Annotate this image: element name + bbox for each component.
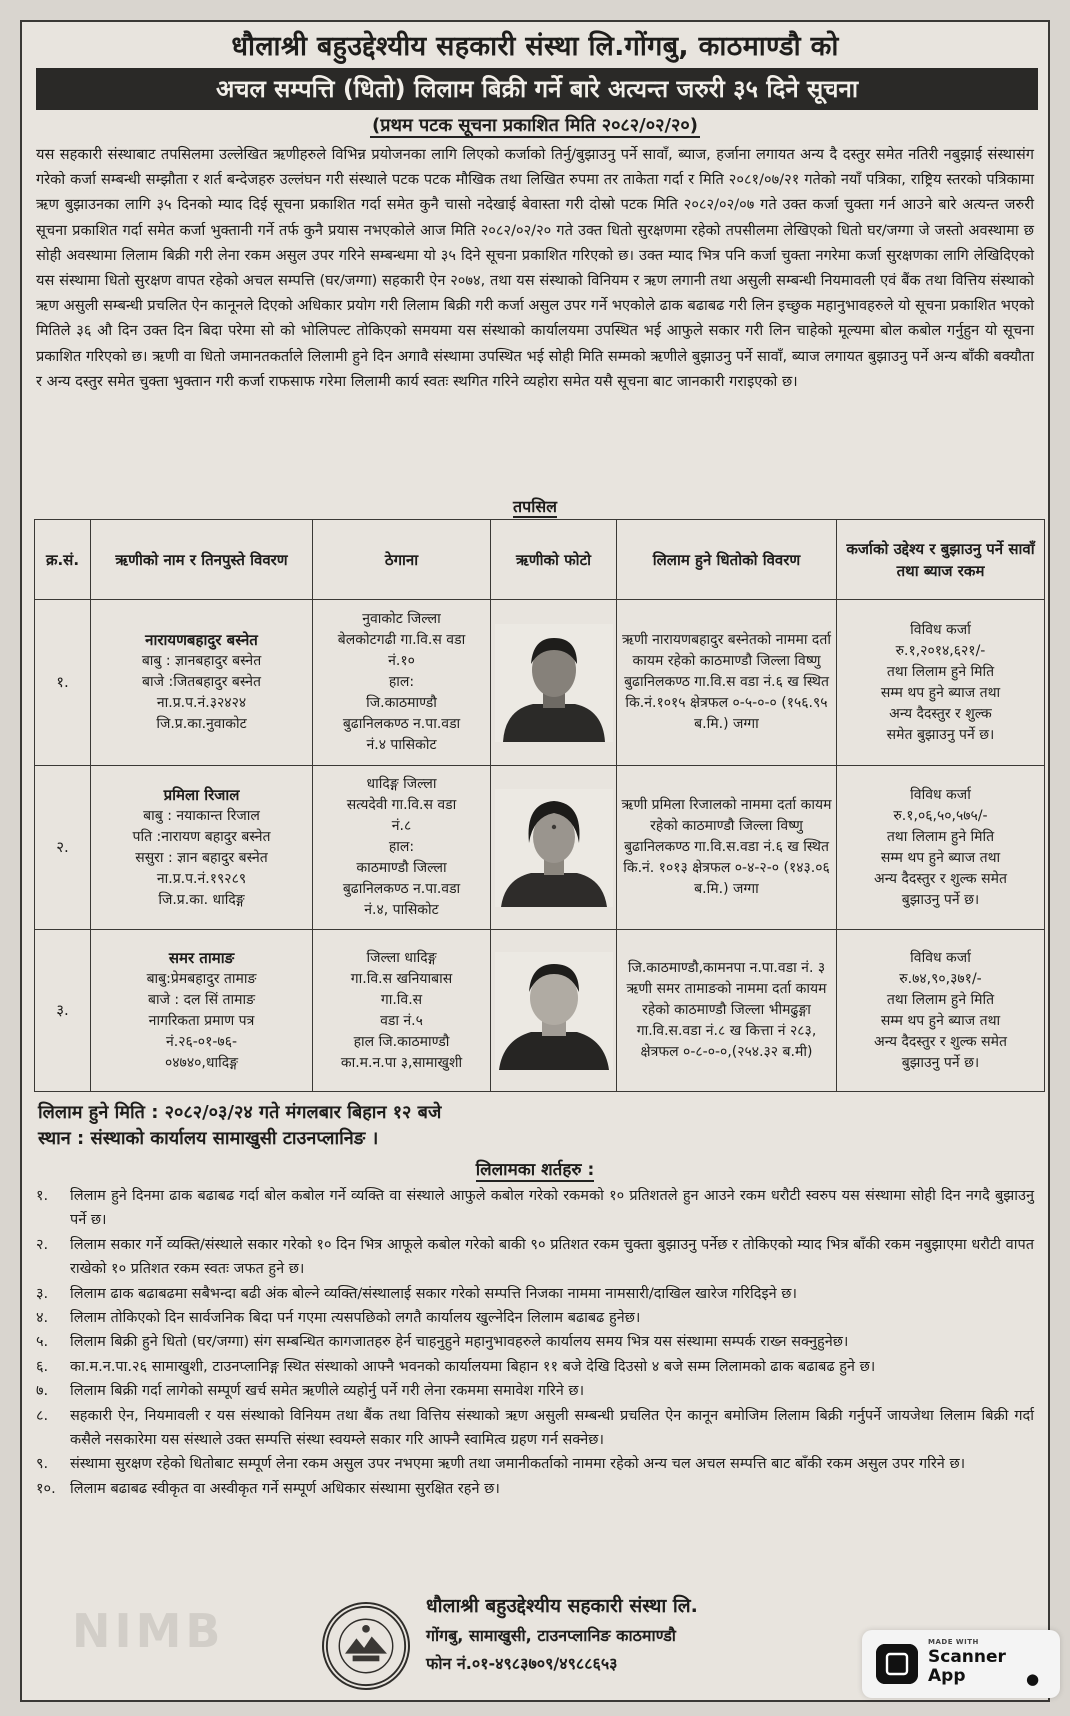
borrower-table	[34, 519, 1045, 1092]
list-item	[36, 1379, 1034, 1403]
borrower-photo	[495, 624, 613, 742]
collateral-details: ऋणी नारायणबहादुर बस्नेतको नाममा दर्ता कायम रहेको काठमाण्डौ जिल्ला विष्णु बुढानिलकण्ठ गा.वि.स वडा नं.६ ख स्थित कि.नं.१०१५ क्षेत्रफल ०-५-०-० (१५६.९५ ब.मि.) जग्गा	[617, 600, 837, 766]
family-line: जि.प्र.का.नुवाकोट	[156, 716, 247, 732]
scanner-app-name	[928, 1648, 1006, 1686]
tapasil-heading	[32, 495, 1038, 519]
loan-details	[837, 766, 1045, 930]
borrower-name: समर तामाङ	[168, 948, 235, 967]
loan-line: अन्य दैदस्तुर र शुल्क	[889, 705, 992, 722]
row-sn: २.	[35, 766, 91, 930]
address-line: नं.१०	[388, 653, 415, 669]
term-text: सहकारी ऐन, नियमावली र यस संस्थाको विनियम तथा बैंक तथा वित्तिय संस्थाको ऋण असुली सम्बन्धी प्रचलित ऐन कानून बमोजिम लिलाम बिक्री गर्नुपर्ने जायजेथा लिलाम बिक्री गर्दा कसैले नसकारेमा यस संस्थाले उक्त सम्पत्ति संस्था स्वयम्ले सकार गरि आफ्नै स्वामित्व ग्रहण गर्न सक्नेछ।	[70, 1407, 1034, 1449]
family-line: ०४७४०,धादिङ्ग	[164, 1054, 238, 1071]
borrower-photo	[495, 952, 613, 1070]
footer-address: गोंगबु, सामाखुसी, टाउनप्लानिङ काठमाण्डौ	[426, 1626, 676, 1645]
borrower-photo	[495, 789, 613, 907]
borrower-details	[91, 930, 313, 1092]
loan-line: विविध कर्जा	[910, 621, 971, 638]
family-line: बाजे : दल सिं तामाङ	[147, 991, 256, 1008]
address-line: धादिङ्ग जिल्ला	[366, 776, 437, 792]
list-item	[36, 1355, 1034, 1379]
address-line: का.म.न.पा ३,सामाखुशी	[340, 1054, 463, 1071]
address-line: हाल:	[388, 674, 415, 690]
row-sn: ३.	[35, 930, 91, 1092]
loan-line: सम्म थप हुने ब्याज तथा	[880, 684, 1001, 701]
list-item	[36, 1404, 1034, 1453]
address-line: वडा नं.५	[380, 1012, 423, 1029]
collateral-details: ऋणी प्रमिला रिजालको नाममा दर्ता कायम रहेको काठमाण्डौ जिल्ला विष्णु बुढानिलकण्ठ गा.वि.स.वडा नं.६ ख स्थित कि.नं. १०१३ क्षेत्रफल ०-४-२-० (१४३.०६ ब.मि.) जग्गा	[617, 766, 837, 930]
address-line: नं.४ पासिकोट	[366, 737, 437, 753]
loan-line: विविध कर्जा	[910, 786, 971, 803]
notice-banner: अचल सम्पत्ति (धितो) लिलाम बिक्री गर्ने बारे अत्यन्त जरुरी ३५ दिने सूचना	[36, 68, 1038, 110]
family-line: बाबु : नयाकान्त रिजाल	[143, 807, 260, 824]
terms-list	[32, 1184, 1038, 1501]
address-line: बेलकोटगढी गा.वि.स वडा	[337, 632, 466, 648]
family-line: बाबु : ज्ञानबहादुर बस्नेत	[141, 653, 262, 669]
term-number: २.	[36, 1236, 49, 1253]
list-item	[36, 1282, 1034, 1306]
tapasil-label: तपसिल	[512, 497, 558, 516]
term-text: लिलाम ढाक बढाबढमा सबैभन्दा बढी अंक बोल्ने व्यक्ति/संस्थालाई सकार गरेको सम्पत्ति निजका नाममा नामसारी/दाखिल खारेज गरिदिइने छ।	[70, 1285, 797, 1302]
organization-seal-icon	[322, 1602, 410, 1690]
family-line: बाबु:प्रेमबहादुर तामाङ	[146, 970, 257, 987]
loan-line: तथा लिलाम हुने मिति	[886, 828, 995, 845]
borrower-details	[91, 766, 313, 930]
borrower-name: नारायणबहादुर बस्नेत	[145, 631, 258, 649]
address-line: बुढानिलकण्ठ न.पा.वडा	[342, 716, 461, 732]
loan-line: विविध कर्जा	[910, 949, 971, 966]
footer-org-name: धौलाश्री बहुउद्देश्यीय सहकारी संस्था लि.	[426, 1595, 698, 1617]
family-line: नागरिकता प्रमाण पत्र	[148, 1012, 255, 1029]
notice-title: धौलाश्री बहुउद्देश्यीय सहकारी संस्था लि.गोंगबु, काठमाण्डौ को	[231, 31, 839, 62]
scanner-app-badge	[862, 1630, 1060, 1698]
term-text: लिलाम तोकिएको दिन सार्वजनिक बिदा पर्न गएमा त्यसपछिको लगतै कार्यालय खुल्नेदिन लिलाम बढाबढ हुनेछ।	[70, 1310, 641, 1327]
address-line: काठमाण्डौ जिल्ला	[356, 860, 447, 876]
loan-line: बुझाउनु पर्ने छ।	[901, 1054, 980, 1071]
collateral-details: जि.काठमाण्डौ,कामनपा न.पा.वडा नं. ३ ऋणी समर तामाङको नाममा दर्ता कायम रहेको काठमाण्डौ जिल्ला भीमढुङ्गा गा.वि.स.वडा नं.८ ख कित्ता नं २८३, क्षेत्रफल ०-८-०-०,(२५४.३२ ब.मी)	[617, 930, 837, 1092]
loan-details	[837, 600, 1045, 766]
app-name-line: Scanner	[928, 1647, 1006, 1667]
family-line: ना.प्र.प.नं.३२४२४	[156, 695, 247, 711]
address-line: हाल जि.काठमाण्डौ	[353, 1033, 450, 1050]
loan-line: बुझाउनु पर्ने छ।	[901, 891, 980, 908]
footer-text-block	[426, 1590, 698, 1678]
loan-line: रु.१,०६,५०,५७५/-	[893, 807, 988, 824]
borrower-photo-cell	[491, 766, 617, 930]
borrower-photo-cell	[491, 600, 617, 766]
borrower-address	[313, 600, 491, 766]
list-item	[36, 1184, 1034, 1233]
auction-place: स्थान : संस्थाको कार्यालय सामाखुसी टाउनप्लानिङ ।	[38, 1128, 379, 1149]
col-header-photo: ऋणीको फोटो	[491, 520, 617, 600]
list-item	[36, 1330, 1034, 1354]
family-line: बाजे :जितबहादुर बस्नेत	[142, 674, 261, 690]
borrower-address	[313, 766, 491, 930]
terms-title: लिलामका शर्तहरु :	[475, 1160, 595, 1180]
loan-line: रु.१,२०१४,६२१/-	[895, 642, 986, 659]
table-row	[35, 930, 1045, 1092]
family-line: पति :नारायण बहादुर बस्नेत	[132, 828, 271, 845]
terms-heading	[32, 1156, 1038, 1184]
borrower-name: प्रमिला रिजाल	[163, 785, 240, 804]
footer-phone: फोन नं.०१-४९८३७०९/४९८८६५३	[426, 1654, 618, 1673]
col-header-name: ऋणीको नाम र तिनपुस्ते विवरण	[91, 520, 313, 600]
term-number: ७.	[36, 1383, 49, 1400]
table-row	[35, 600, 1045, 766]
list-item	[36, 1477, 1034, 1501]
notice-paper	[20, 20, 1050, 1702]
term-text: लिलाम बढाबढ स्वीकृत वा अस्वीकृत गर्ने सम्पूर्ण अधिकार संस्थामा सुरक्षित रहने छ।	[70, 1480, 500, 1497]
loan-line: तथा लिलाम हुने मिति	[886, 663, 995, 680]
loan-line: रु.७४,९०,३७१/-	[899, 970, 982, 987]
term-text: संस्थामा सुरक्षण रहेको धितोबाट सम्पूर्ण लेना रकम असुल उपर नभएमा ऋणी तथा जमानीकर्ताको नाममा रहेको अन्य चल अचल सम्पत्ति बाट बाँकी रकम असुल उपर गरिने छ।	[70, 1456, 966, 1473]
family-line: नं.२६-०१-७६-	[165, 1033, 238, 1050]
address-line: हाल:	[388, 839, 415, 855]
list-item	[36, 1233, 1034, 1282]
term-number: ५.	[36, 1334, 49, 1351]
col-header-sn: क्र.सं.	[35, 520, 91, 600]
row-sn: १.	[35, 600, 91, 766]
term-text: लिलाम बिक्री गर्दा लागेको सम्पूर्ण खर्च समेत ऋणीले व्यहोर्नु पर्ने गरी लेना रकममा समावेश गरिने छ।	[70, 1383, 585, 1400]
address-line: जि.काठमाण्डौ	[366, 695, 437, 711]
address-line: सत्यदेवी गा.वि.स वडा	[346, 797, 457, 813]
scanner-app-icon	[876, 1644, 918, 1684]
list-item	[36, 1452, 1034, 1476]
term-number: ४.	[36, 1310, 49, 1327]
loan-line: तथा लिलाम हुने मिति	[886, 991, 995, 1008]
col-header-address: ठेगाना	[313, 520, 491, 600]
address-line: जिल्ला धादिङ्ग	[366, 949, 437, 966]
col-header-loan: कर्जाको उद्देश्य र बुझाउनु पर्ने सावाँ तथा ब्याज रकम	[837, 520, 1045, 600]
notice-body: यस सहकारी संस्थाबाट तपसिलमा उल्लेखित ऋणीहरुले विभिन्न प्रयोजनका लागि लिएको कर्जाको तिर्नु/बुझाउनु पर्ने सावाँ, ब्याज, हर्जाना लगायत अन्य दै दस्तुर समेत नतिरी नबुझाई संस्थासंग गरेको कर्जा सम्बन्धी सम्झौता र शर्त बन्देजहरु उल्लंघन गरी संस्थाले पटक पटक मौखिक तथा लिखित रुपमा तर ताकेता गर्दा र मिति २०८१/०७/२१ गतेको नयाँ पत्रिका, राष्ट्रिय स्तरको पत्रिकामा ऋण बुझाउनका लागि ३५ दिनको म्याद दिई सूचना प्रकाशित गर्दा समेत कुनै चासो नदेखाई बेवास्ता गरी दोस्रो पटक मिति २०८२/०२/०७ गते उक्त कर्जा चुक्ता गर्न आउने बारे अत्यन्त जरुरी सूचना प्रकाशित गर्दा समेत कर्जा भुक्तानी गर्ने तर्फ कुनै प्रयास नभएकोले आज मिति २०८२/०२/२० गते उक्त धितो सुरक्षणमा रहेको तपसीलमा लेखिएको धितो घर/जग्गा जे जस्तो अवस्थामा छ सोही अवस्थामा लिलाम बिक्री गरी लेना रकम असुल उपर गरिने सम्बन्धमा यो ३५ दिने सूचना प्रकाशित गरिएको छ। उक्त म्याद भित्र पनि कर्जा चुक्ता नगरेमा कर्जा सुरक्षणका लागि लेखिदिएको यस संस्थामा धितो सुरक्षण वापत रहेको अचल सम्पत्ति (घर/जग्गा) सहकारी ऐन २०७४, तथा यस संस्थाको विनियम र ऋण लगानी तथा असुली सम्बन्धी नियमावली एवं बैंक तथा वित्तिय संस्थाको ऋण असुली सम्बन्धी प्रचलित ऐन कानूनले दिएको अधिकार प्रयोग गरी लिलाम बिक्री गरी कर्जा असुल उपर गर्ने भएकोले ढाक बढाबढ गरी लिन इच्छुक महानुभावहरुले यो सूचना प्रकाशित भएको मितिले ३६ औ दिन उक्त दिन बिदा परेमा सो को भोलिपल्ट तोकिएको समयमा यस संस्थाको कार्यालयमा उपस्थित भई आफुले सकार गरी लिन चाहेको मूल्यमा बोल कबोल गर्नुहुन यो सूचना प्रकाशित गरिएको छ। ऋणी वा धितो जमानतकर्ताले लिलामी हुने दिन अगावै संस्थामा उपस्थित भई सोही मिति सम्मको ऋणीले बुझाउनु पर्ने सावाँ, ब्याज लगायत बुझाउनु पर्ने अन्य बाँकी बक्यौता र अन्य दस्तुर समेत चुक्ता भुक्तान गरी कर्जा राफसाफ गरेमा लिलामी कार्य स्वतः स्थगित गरिने व्यहोरा समेत यसै सूचना बाट जानकारी गराइएको छ।	[36, 146, 1034, 390]
loan-line: समेत बुझाउनु पर्ने छ।	[886, 726, 995, 743]
table-header-row	[35, 520, 1045, 600]
table-row	[35, 766, 1045, 930]
loan-line: अन्य दैदस्तुर र शुल्क समेत	[874, 1033, 1007, 1050]
app-name-line: App	[928, 1666, 966, 1686]
subtitle-text: (प्रथम पटक सूचना प्रकाशित मिति २०८२/०२/२०)	[372, 115, 698, 136]
address-line: नुवाकोट जिल्ला	[362, 611, 441, 627]
loan-details	[837, 930, 1045, 1092]
loan-line: अन्य दैदस्तुर र शुल्क समेत	[874, 870, 1007, 887]
term-number: ८.	[36, 1407, 49, 1424]
borrower-details	[91, 600, 313, 766]
family-line: ना.प्र.प.नं.१९२८९	[156, 870, 247, 887]
term-text: लिलाम सकार गर्ने व्यक्ति/संस्थाले सकार गरेको १० दिन भित्र आफूले कबोल गरेको बाकी ९० प्रतिशत रकम चुक्ता बुझाउनु पर्नेछ र तोकिएको म्याद भित्र बाँकी रकम नबुझाएमा धरौटी वापत राखेको १० प्रतिशत रकम स्वतः जफत हुने छ।	[70, 1236, 1034, 1278]
bleed-through-watermark: NIMB	[72, 1604, 225, 1658]
loan-line: सम्म थप हुने ब्याज तथा	[880, 1012, 1001, 1029]
term-number: ६.	[36, 1358, 49, 1375]
term-number: १०.	[36, 1480, 56, 1497]
borrower-address	[313, 930, 491, 1092]
address-line: गा.वि.स खनियाबास	[350, 970, 453, 987]
apple-icon: ●	[1026, 1670, 1040, 1688]
loan-line: सम्म थप हुने ब्याज तथा	[880, 849, 1001, 866]
term-text: लिलाम हुने दिनमा ढाक बढाबढ गर्दा बोल कबोल गर्ने व्यक्ति वा संस्थाले आफुले कबोल गरेको रकमको १० प्रतिशतले हुन आउने रकम धरौटी स्वरुप यस संस्थामा सोही दिन नगदै बुझाउनु पर्ने छ।	[70, 1188, 1034, 1229]
address-line: नं.८	[391, 818, 412, 834]
term-text: लिलाम बिक्री हुने धितो (घर/जग्गा) संग सम्बन्धित कागजातहरु हेर्न चाहनुहुने महानुभावहरुले कार्यालय समय भित्र यस संस्थामा सम्पर्क राख्न सक्नुहुनेछ।	[70, 1334, 849, 1351]
notice-subtitle	[32, 112, 1038, 142]
list-item	[36, 1306, 1034, 1330]
family-line: ससुरा : ज्ञान बहादुर बस्नेत	[135, 849, 268, 866]
address-line: नं.४, पासिकोट	[364, 902, 439, 918]
term-text: का.म.न.पा.२६ सामाखुशी, टाउनप्लानिङ्ग स्थित संस्थाको आफ्नै भवनको कार्यालयमा बिहान ११ बजे देखि दिउसो ४ बजे सम्म लिलामको ढाक बढाबढ हुने छ।	[70, 1358, 876, 1375]
address-line: गा.वि.स	[380, 991, 423, 1008]
term-number: ३.	[36, 1285, 49, 1302]
auction-date: लिलाम हुने मिति : २०८२/०३/२४ गते मंगलबार बिहान १२ बजे	[38, 1102, 442, 1123]
address-line: बुढानिलकण्ठ न.पा.वडा	[342, 881, 461, 897]
col-header-collateral: लिलाम हुने धितोको विवरण	[617, 520, 837, 600]
made-with-label: MADE WITH	[928, 1638, 979, 1646]
borrower-photo-cell	[491, 930, 617, 1092]
term-number: १.	[36, 1188, 49, 1204]
family-line: जि.प्र.का. धादिङ्ग	[158, 891, 245, 908]
term-number: ९.	[36, 1456, 49, 1473]
